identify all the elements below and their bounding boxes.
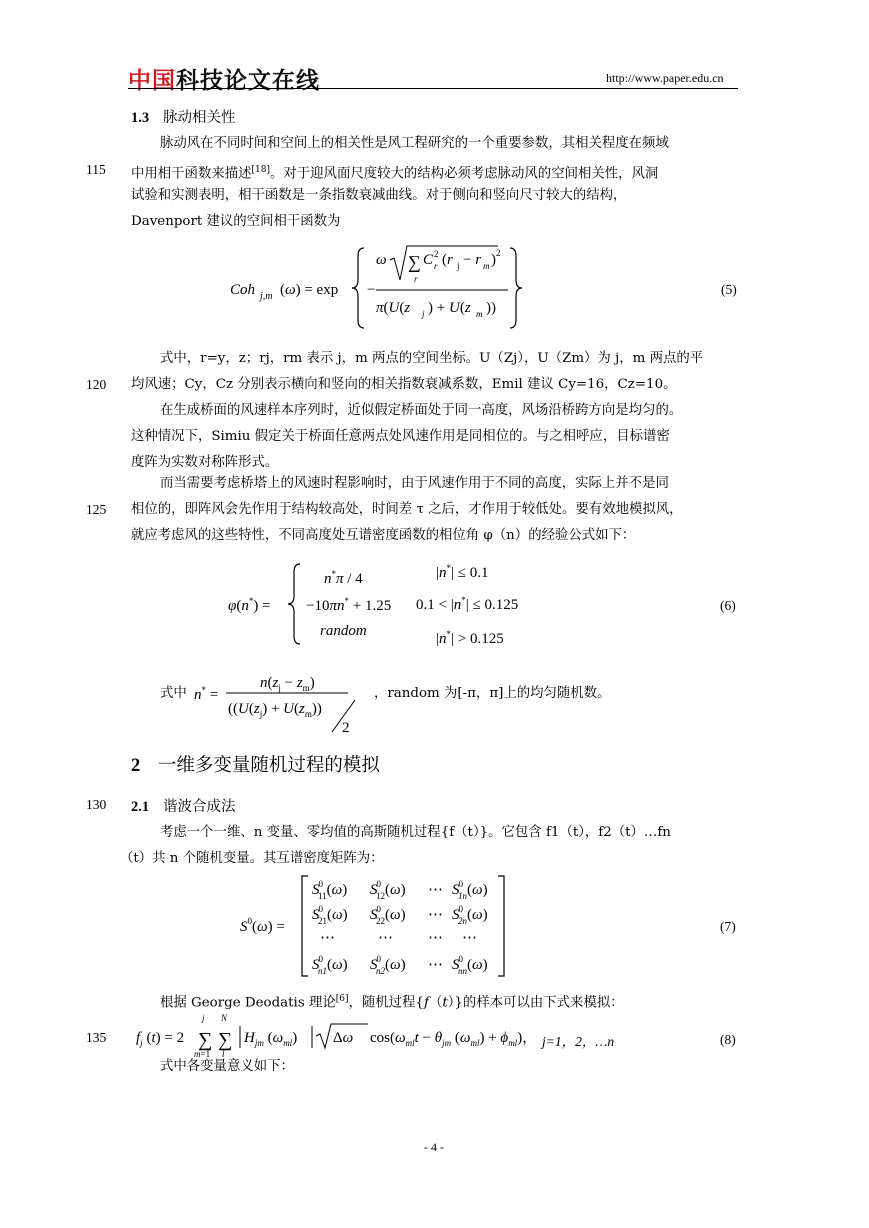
line-number: 130 — [86, 797, 107, 812]
svg-text:m=1: m=1 — [194, 1049, 211, 1059]
svg-text:S01n(ω): S0 1n(ω) — [452, 879, 488, 901]
svg-text:2: 2 — [496, 248, 501, 258]
para7-line1: 式中各变量意义如下： — [160, 1059, 294, 1074]
svg-text:cos(ωmlt − θjm (ωml) + ϕml)，: $\cos(\omega_{ml}t - \theta_{jm}$ $(\omega_{ml}) + \phi_{ml}$)， — [370, 1030, 538, 1048]
para1-line1: 脉动风在不同时间和空间上的相关性是风工程研究的一个重要参数，其相关程度在频域 — [160, 136, 669, 151]
svg-text:random: random — [320, 623, 367, 639]
equation-6 — [228, 556, 740, 652]
svg-text:|n*| > 0.125: |n*| > 0.125 — [436, 629, 504, 647]
svg-text:⋯: ⋯ — [428, 882, 443, 898]
svg-text:m: m — [476, 309, 483, 319]
nstar-fraction — [190, 666, 370, 736]
svg-text:N: N — [221, 1013, 228, 1023]
para1-line2: 中用相干函数来描述[18]。对于迎风面尺度较大的结构必须考虑脉动风的空间相关性，风洞 — [131, 165, 659, 182]
svg-text:n(zj − zm): $n(z_j - z_m)$ — [260, 675, 315, 693]
section-2-heading — [131, 751, 380, 777]
svg-text:−: − — [367, 282, 376, 298]
svg-text:|n*| ≤ 0.1: |n*| ≤ 0.1 — [436, 563, 489, 581]
svg-text:j: j — [422, 309, 425, 319]
svg-text:−10πn* + 1.25: −10πn* + 1.25 — [306, 596, 392, 614]
svg-text:)): )) — [486, 300, 496, 316]
line-number: 125 — [86, 502, 107, 517]
para4-line3: 就应考虑风的这些特性，不同高度处互谱密度函数的相位角 φ（n）的经验公式如下： — [131, 528, 636, 543]
svg-text:∑: ∑ — [198, 1029, 213, 1051]
logo-black-text: 科技论文在线 — [176, 68, 320, 94]
svg-text:2: 2 — [434, 249, 439, 259]
svg-text:− r: − r — [463, 252, 482, 268]
svg-text:∑: ∑ — [408, 252, 421, 272]
svg-text:S02n(ω): S0 2n(ω) — [452, 904, 488, 926]
para5-line1: 考虑一个一维、n 变量、零均值的高斯随机过程{f（t）}。它包含 f1（t），f2（t）…fn — [160, 825, 671, 840]
para3-line3: 度阵为实数对称阵形式。 — [131, 455, 279, 470]
svg-text:S021(ω): S0 21(ω) — [312, 904, 348, 926]
svg-text:0.1 < |n*| ≤ 0.125: 0.1 < |n*| ≤ 0.125 — [416, 595, 519, 613]
svg-text:j: j — [457, 261, 460, 271]
svg-text:Hjm (ωml): $H_{jm}$ $(\omega_{ml})$ — [244, 1030, 298, 1048]
svg-text:∑: ∑ — [218, 1029, 233, 1051]
eq5-coh: Coh — [230, 282, 256, 298]
equation-7 — [240, 872, 740, 982]
header-rule — [128, 88, 738, 89]
line-number: 135 — [86, 1030, 107, 1045]
header-url[interactable]: http://www.paper.edu.cn — [606, 71, 724, 85]
svg-text:) + U(z: ) + U(z — [428, 300, 471, 316]
svg-text:r: r — [434, 261, 438, 271]
equation-8 — [136, 1012, 740, 1060]
svg-text:⋯: ⋯ — [378, 930, 393, 946]
svg-text:n*π / 4: n*π / 4 — [324, 569, 363, 587]
svg-text:⋯: ⋯ — [462, 930, 477, 946]
svg-text:⋯: ⋯ — [428, 907, 443, 923]
svg-text:fj (t) = 2: $f_j$ (t) = 2 — [136, 1030, 185, 1048]
journal-logo — [128, 62, 320, 95]
section-number: 2 — [131, 756, 141, 776]
svg-text:j: j — [202, 1013, 205, 1023]
line-number: 120 — [86, 377, 107, 392]
svg-text:π(U(z: π(U(z — [376, 300, 411, 316]
svg-text:r: r — [414, 274, 418, 284]
svg-text:l: l — [222, 1049, 225, 1059]
section-title: 一维多变量随机过程的模拟 — [157, 755, 380, 776]
para1-line3: 试验和实测表明，相干函数是一条指数衰减曲线。对于侧向和竖向尺寸较大的结构， — [131, 188, 627, 203]
svg-text:S0n1(ω): S0 n1(ω) — [312, 954, 348, 976]
section-number: 1.3 — [131, 110, 150, 126]
svg-text:(ω) = exp: (ω) = exp — [280, 282, 339, 298]
section-title: 谐波合成法 — [162, 799, 236, 815]
eq7-tag: (7) — [720, 919, 736, 934]
para3-line2: 这种情况下，Simiu 假定关于桥面任意两点处风速作用是同相位的。与之相呼应，目标谱密 — [131, 429, 670, 444]
svg-text:S0nn(ω): S0 nn(ω) — [452, 954, 488, 976]
svg-text:): ) — [491, 252, 496, 268]
para2-line1: 式中，r=y，z；rj，rm 表示 j，m 两点的空间坐标。U（Zj），U（Zm）为 j，m 两点的平 — [160, 351, 704, 366]
eq8-tag: (8) — [720, 1032, 736, 1047]
logo-red-text: 中国 — [128, 68, 176, 94]
svg-text:2: 2 — [342, 720, 350, 736]
section-1-3-heading — [131, 106, 235, 127]
para5-line2: （t）共 n 个随机变量。其互谱密度矩阵为： — [120, 851, 384, 866]
para6-line1: 根据 George Deodatis 理论[6]，随机过程{f（t）}的样本可以由下式来模拟： — [160, 994, 624, 1011]
svg-text:(r: (r — [442, 252, 453, 268]
section-title: 脉动相关性 — [162, 110, 236, 126]
svg-text:S012(ω): S0 12(ω) — [370, 879, 406, 901]
svg-text:⋯: ⋯ — [428, 930, 443, 946]
eq5-tag: (5) — [721, 282, 737, 297]
line-number: 115 — [86, 162, 106, 177]
nstar-suffix: ，random 为[-π，π]上的均匀随机数。 — [374, 686, 611, 701]
para4-line2: 相位的，即阵风会先作用于结构较高处，时间差 τ 之后，才作用于较低处。要有效地模拟风， — [131, 502, 683, 517]
svg-text:((U(zj) + U(zm)): ($(U(z_j) + U(z_m))$ — [228, 701, 322, 719]
svg-text:m: m — [483, 261, 490, 271]
svg-text:φ(n*) =: φ(n*) = — [228, 596, 271, 614]
para3-line1: 在生成桥面的风速样本序列时，近似假定桥面处于同一高度，风场沿桥跨方向是均匀的。 — [160, 403, 683, 418]
svg-text:S0n2(ω): S0 n2(ω) — [370, 954, 406, 976]
eq8-range: j=1，2，…n — [542, 1034, 615, 1049]
para2-line2: 均风速；Cy，Cz 分别表示横向和竖向的相关指数衰减系数，Emil 建议 Cy=16，Cz=10。 — [131, 377, 677, 392]
svg-text:n* =: n* = — [194, 685, 219, 703]
svg-text:C: C — [423, 252, 434, 268]
para1-line4: Davenport 建议的空间相干函数为 — [131, 214, 341, 229]
eq6-tag: (6) — [720, 598, 736, 613]
svg-text:⋯: ⋯ — [428, 957, 443, 973]
section-2-1-heading — [131, 795, 235, 816]
svg-text:S0(ω) =: $S^0(\omega)$ = — [240, 916, 285, 935]
svg-text:S011(ω): S0 11(ω) — [312, 879, 348, 901]
section-number: 2.1 — [131, 799, 150, 815]
equation-5 — [230, 242, 740, 334]
svg-text:S022(ω): S0 22(ω) — [370, 904, 406, 926]
svg-text:j,m: j,m — [260, 291, 273, 302]
svg-text:Δω: Δω — [333, 1030, 354, 1046]
svg-text:ω: ω — [376, 252, 387, 268]
svg-text:⋯: ⋯ — [320, 930, 335, 946]
para4-line1: 而当需要考虑桥塔上的风速时程影响时，由于风速作用于不同的高度，实际上并不是同 — [160, 476, 669, 491]
nstar-prefix: 式中 — [160, 686, 187, 701]
page-number: - 4 - — [424, 1140, 444, 1154]
